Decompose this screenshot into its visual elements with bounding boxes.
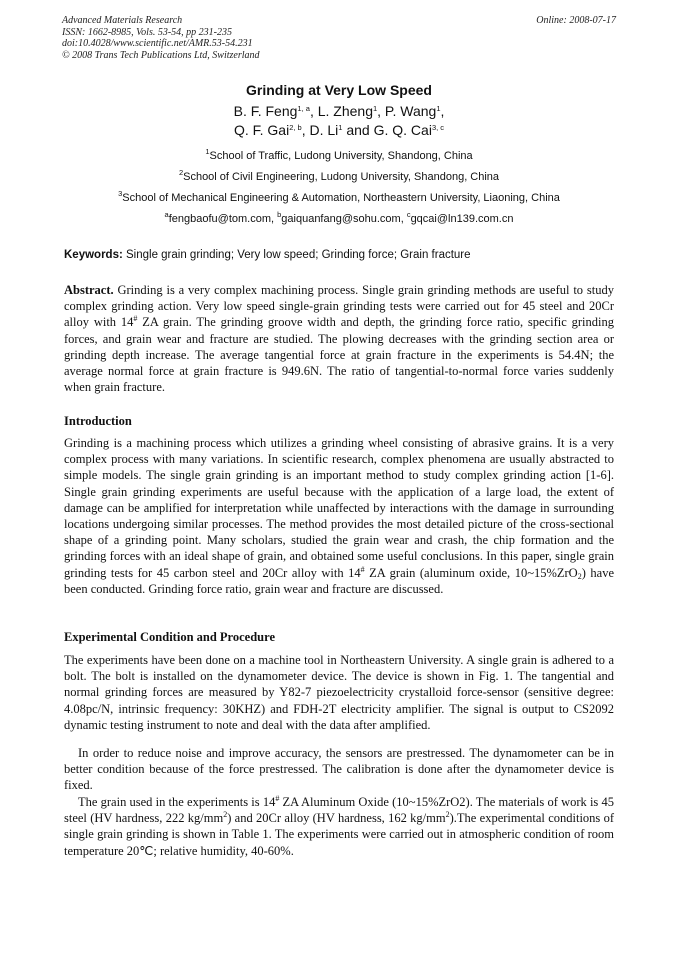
online-date: Online: 2008-07-17 xyxy=(536,15,616,26)
email-link: gaiquanfang@sohu.com, xyxy=(281,213,407,225)
affiliation-3: $^3$School of Mechanical Engineering & Automation, Northeastern University, Liaoning, China xyxy=(118,189,560,204)
abstract-label: Abstract. xyxy=(64,283,114,297)
author-name: , P. Wang xyxy=(377,103,437,119)
affiliation-2: $^2$School of Civil Engineering, Ludong University, Shandong, China xyxy=(178,168,500,183)
author-name: Q. F. Gai xyxy=(233,122,290,138)
author-list xyxy=(0,102,678,140)
author-name: and G. Q. Cai xyxy=(342,122,432,138)
section-heading-introduction: Introduction xyxy=(64,414,132,428)
author-line-1: B. F. Feng$^{1, a}$, L. Zheng$^1$, P. Wang$^1$, xyxy=(233,103,445,119)
keywords xyxy=(64,249,618,261)
paper-title: Grinding at Very Low Speed xyxy=(246,82,432,98)
introduction-paragraph: Grinding is a machining process which utilizes a grinding wheel consisting of abrasive grains. It is a very complex process with many variations. In scientific research, complex phenomena are usually abstracted to simple models. The single grain grinding is an important method to study complex grinding action [1-6]. Single grain grinding experiments are useful because with the application of a large load, the extent of damage can be amplified for interpretation while unaffected by interactions with the damage in surrounding locations undergoing similar processes. The method provides the most detailed picture of the cross-sectional shape of a grinding point. Many scholars, studied the grain wear and crash, the chip formation and the grinding forces with an ideal shape of grain, and obtained some useful conclusions. In this paper, single grain grinding tests for 45 carbon steel and 20Cr alloy with 14# ZA grain (aluminum oxide, 10~15%ZrO$_2$) have been conducted. Grinding force ratio, grain wear and fracture are discussed. xyxy=(64,436,614,596)
section-heading-experimental: Experimental Condition and Procedure xyxy=(64,630,276,644)
author-name: , D. Li xyxy=(301,122,339,138)
email-list: $^a$fengbaofu@tom.com, $^b$gaiquanfang@sohu.com, $^c$gqcai@ln139.com.cn xyxy=(164,210,514,225)
email-link: fengbaofu@tom.com, xyxy=(168,213,278,225)
journal-name: Advanced Materials Research xyxy=(62,15,183,26)
author-name: B. F. Feng xyxy=(233,103,298,119)
experimental-paragraph-3: The grain used in the experiments is 14# ZA Aluminum Oxide (10~15%ZrO2). The materials of work is 45 steel (HV hardness, 222 $kg/mm^2$) and 20Cr alloy (HV hardness, 162 $kg/mm^2).The$ experimental conditions of single grain grinding is shown in Table 1. The experiments were carried out in atmospheric condition of room temperature 20℃; relative humidity, 40-60%. xyxy=(64,794,615,858)
experimental-paragraph-2: In order to reduce noise and improve accuracy, the sensors are prestressed. The dynamometer can be in better condition because of the force prestressed. The calibration is done after the dynamometer device is fixed. xyxy=(64,746,614,793)
doi-line: doi:10.4028/www.scientific.net/AMR.53-54.231 xyxy=(62,38,253,49)
keywords-text: Single grain grinding; Very low speed; Grinding force; Grain fracture xyxy=(122,249,471,261)
affiliation-1: $^1$School of Traffic, Ludong University, Shandong, China xyxy=(205,147,473,162)
journal-header xyxy=(62,15,616,61)
issn-line: ISSN: 1662-8985, Vols. 53-54, pp 231-235 xyxy=(62,26,232,38)
email-link: gqcai@ln139.com.cn xyxy=(410,213,514,225)
keywords-label: Keywords: xyxy=(64,249,123,261)
author-line-2: Q. F. Gai$^{2, b}$, D. Li$^1$ and G. Q. Cai$^{3, c}$ xyxy=(233,122,445,138)
experimental-paragraph-1: The experiments have been done on a machine tool in Northeastern University. A single grain is adhered to a bolt. The bolt is installed on the dynamometer device. The device is shown in Fig. 1. The tangential and normal grinding forces are measured by Y82-7 piezoelectricity crystalloid force-sensor (sensitive degree: 4.08pc/N, intrinsic frequency: 30KHZ) and FDH-2T electricity amplifier. The signal is output to CS2092 dynamic testing instrument to note and deal with the data after amplified. xyxy=(64,653,614,732)
copyright-line: © 2008 Trans Tech Publications Ltd, Switzerland xyxy=(62,49,260,61)
author-name: , L. Zheng xyxy=(309,103,373,119)
abstract-paragraph: Abstract. Grinding is a very complex machining process. Single grain grinding methods are useful to study complex grinding action. Very low speed single-grain grinding tests were carried out for 45 steel and 20Cr alloy with 14# ZA grain. The grinding groove width and depth, the grinding force ratio, specific grinding forces, and grain wear and fracture are studied. The plowing decreases with the grinding section area or grinding depth increase. The average tangential force at grain fracture in the experiments is 54.4N; the average normal force at grain fracture is 949.6N. The ratio of tangential-to-normal force varies suddenly when grain fracture. xyxy=(64,283,614,395)
